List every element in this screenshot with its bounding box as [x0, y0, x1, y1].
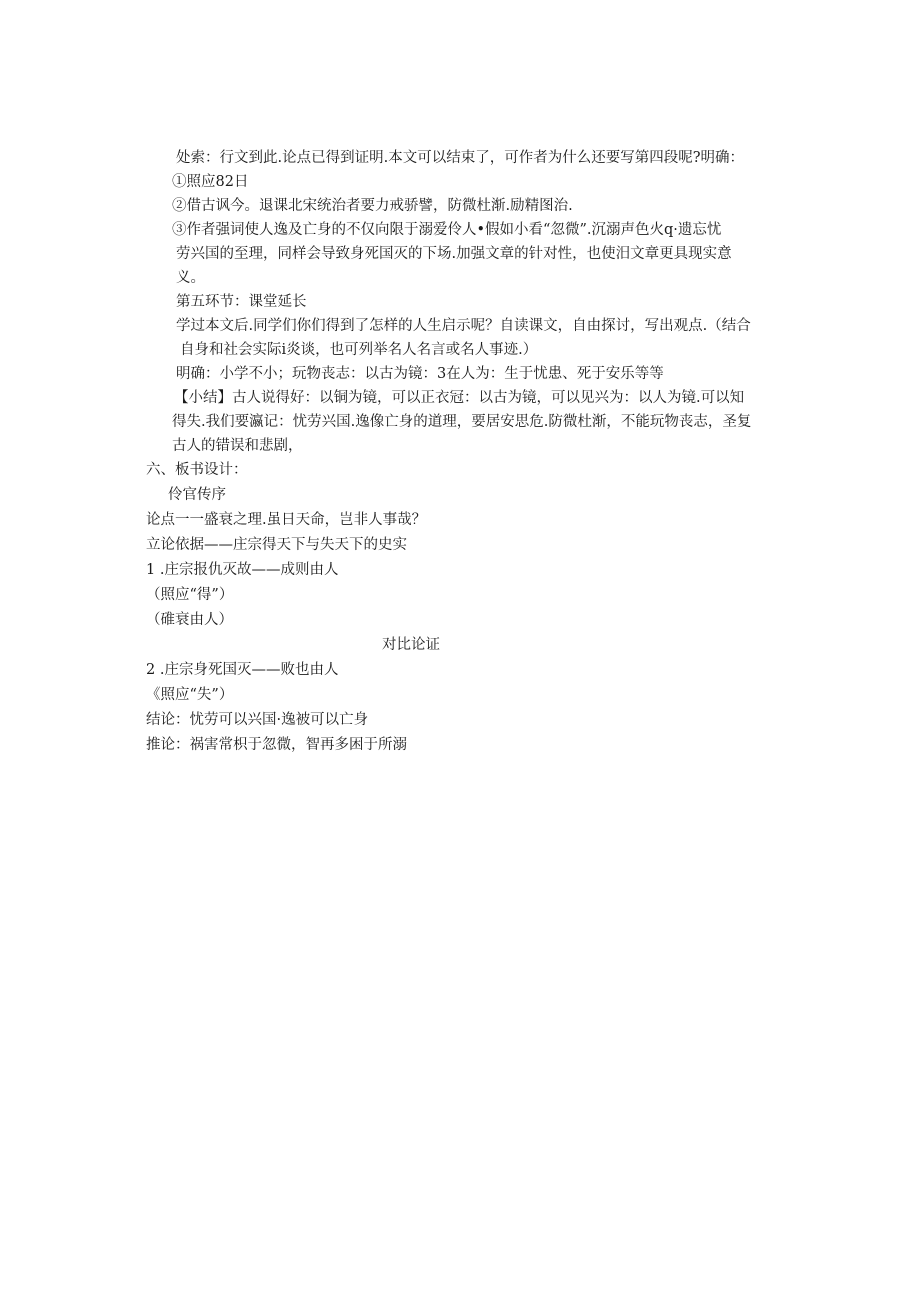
summary-line-2: 得失.我们要瀛记：忧劳兴国.逸像亡身的道理，要居安思危.防微杜渐，不能玩物丧志，圣复 — [172, 414, 752, 430]
board-title: 伶官传序 — [168, 487, 226, 503]
board-note-decline: （碓衰由人） — [146, 612, 233, 628]
summary-line-1: 【小结】古人说得好：以铜为镜，可以正衣冠：以古为镜，可以见兴为：以人为镜.可以知 — [174, 390, 745, 406]
board-basis: 立论依据——庄宗得天下与失天下的史实 — [146, 537, 407, 553]
summary-line-3: 古人的错误和悲剧， — [172, 438, 303, 454]
board-inference: 推论：祸害常枳于忽微，智再多困于所溺 — [146, 737, 407, 753]
answer-point-3-line-1: ③作者强词使人逸及亡身的不仅向限于溺爱伶人•假如小看“忽微”.沉溺声色火q·遗忘忧 — [172, 222, 722, 238]
extension-answer: 明确：小学不小；玩物丧志：以古为镜：3在人为：生于忧患、死于安乐等等 — [176, 366, 664, 382]
extension-question-line-2: 自身和社会实际i炎谈，也可列举名人名言或名人事迹.） — [180, 342, 538, 358]
board-thesis: 论点一一盛衰之理.虽日天命，岂非人事哉？ — [146, 512, 427, 528]
answer-point-3-line-3: 义。 — [176, 270, 205, 286]
paragraph-discussion-question: 处索：行文到此.论点已得到证明.本文可以结束了，可作者为什么还要写第四段呢?明确： — [176, 150, 744, 166]
section-heading-board-design: 六、板书设计： — [146, 462, 248, 478]
answer-point-3-line-2: 劳兴国的至理，同样会导致身死国灭的下场.加强文章的针对性，也使汨文章更具现实意 — [176, 246, 732, 262]
board-note-echo-loss: 《照应“失”） — [146, 687, 234, 703]
board-point-2: 2 .庄宗身死国灭——败也由人 — [146, 662, 339, 678]
board-contrast-label: 对比论证 — [382, 637, 440, 653]
extension-question-line-1: 学过本文后.同学们你们得到了怎样的人生启示呢？自读课文，自由探讨，写出观点.（结合 — [176, 318, 751, 334]
board-conclusion: 结论：忧劳可以兴国·逸被可以亡身 — [146, 712, 369, 728]
board-note-echo-gain: （照应“得”） — [146, 587, 234, 603]
answer-point-2: ②借古讽今。退课北宋统治者要力戒骄譬，防微杜渐.励精图治. — [172, 198, 573, 214]
answer-point-1: ①照应82日 — [172, 174, 249, 190]
board-point-1: 1 .庄宗报仇灭故——成则由人 — [146, 562, 339, 578]
section-heading-step-five: 第五环节：课堂延长 — [176, 294, 307, 310]
